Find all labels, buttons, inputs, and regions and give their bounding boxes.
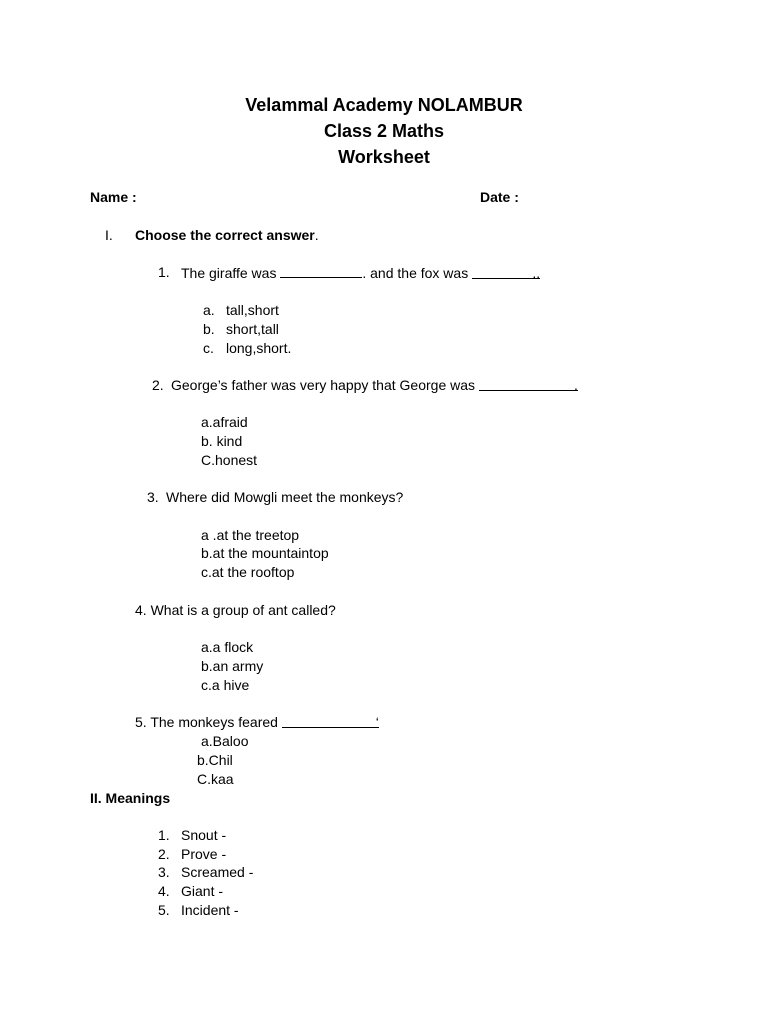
q4-text: 4. What is a group of ant called? (135, 602, 336, 618)
section2-heading: II. Meanings (90, 790, 171, 806)
q1-option-c: long,short. (226, 340, 292, 356)
q1-option-a-letter: a. (203, 302, 215, 318)
q1-number: 1. (158, 264, 170, 280)
q3-text: Where did Mowgli meet the monkeys? (166, 489, 404, 505)
q3-number: 3. (147, 489, 159, 505)
class-title: Class 2 Maths (323, 121, 445, 141)
q3-option-b: b.at the mountaintop (201, 545, 329, 561)
meaning-1-number: 1. (158, 827, 170, 843)
q1-part2: . and the fox was (362, 265, 473, 281)
section1-numeral: I. (105, 227, 113, 243)
q1-blank2: .. (472, 264, 540, 279)
q5-option-c: C.kaa (197, 771, 234, 787)
meaning-2-number: 2. (158, 846, 170, 862)
q4-option-c: c.a hive (201, 677, 250, 693)
q5-text: 5. The monkeys feared (135, 714, 282, 730)
date-label: Date : (480, 189, 519, 205)
section1-heading-period: . (314, 227, 319, 243)
q5-blank: ‘ (282, 713, 379, 728)
q5-option-a: a.Baloo (201, 733, 249, 749)
q3-option-a: a .at the treetop (201, 527, 300, 543)
meaning-5: Incident - (181, 902, 239, 918)
q5-option-b: b.Chil (197, 752, 233, 768)
meaning-1: Snout - (181, 827, 227, 843)
q1-option-b: short,tall (226, 321, 279, 337)
q2-blank: . (479, 376, 578, 391)
meaning-5-number: 5. (158, 902, 170, 918)
q1-text (181, 263, 540, 282)
q1-part1: The giraffe was (181, 265, 281, 281)
q1-option-b-letter: b. (203, 321, 215, 337)
meaning-4: Giant - (181, 883, 224, 899)
section1-heading: Choose the correct answer (135, 227, 315, 243)
q3-option-c: c.at the rooftop (201, 564, 295, 580)
q2-text: George’s father was very happy that George was (171, 377, 479, 393)
q2-option-b: b. kind (201, 433, 243, 449)
q2-text-line (171, 376, 578, 394)
q1-blank1 (280, 263, 362, 278)
q2-option-c: C.honest (201, 452, 258, 468)
meaning-2: Prove - (181, 846, 227, 862)
meaning-3: Screamed - (181, 864, 254, 880)
meaning-3-number: 3. (158, 864, 170, 880)
q5-text-line (135, 713, 379, 731)
meaning-4-number: 4. (158, 883, 170, 899)
q1-option-a: tall,short (226, 302, 279, 318)
school-name: Velammal Academy NOLAMBUR (245, 95, 523, 115)
q1-option-c-letter: c. (203, 340, 214, 356)
q4-option-a: a.a flock (201, 639, 254, 655)
q2-number: 2. (152, 377, 164, 393)
q2-option-a: a.afraid (201, 414, 248, 430)
name-label: Name : (90, 189, 137, 205)
section1-heading-line (135, 226, 319, 244)
worksheet-title: Worksheet (338, 147, 430, 167)
q4-option-b: b.an army (201, 658, 264, 674)
